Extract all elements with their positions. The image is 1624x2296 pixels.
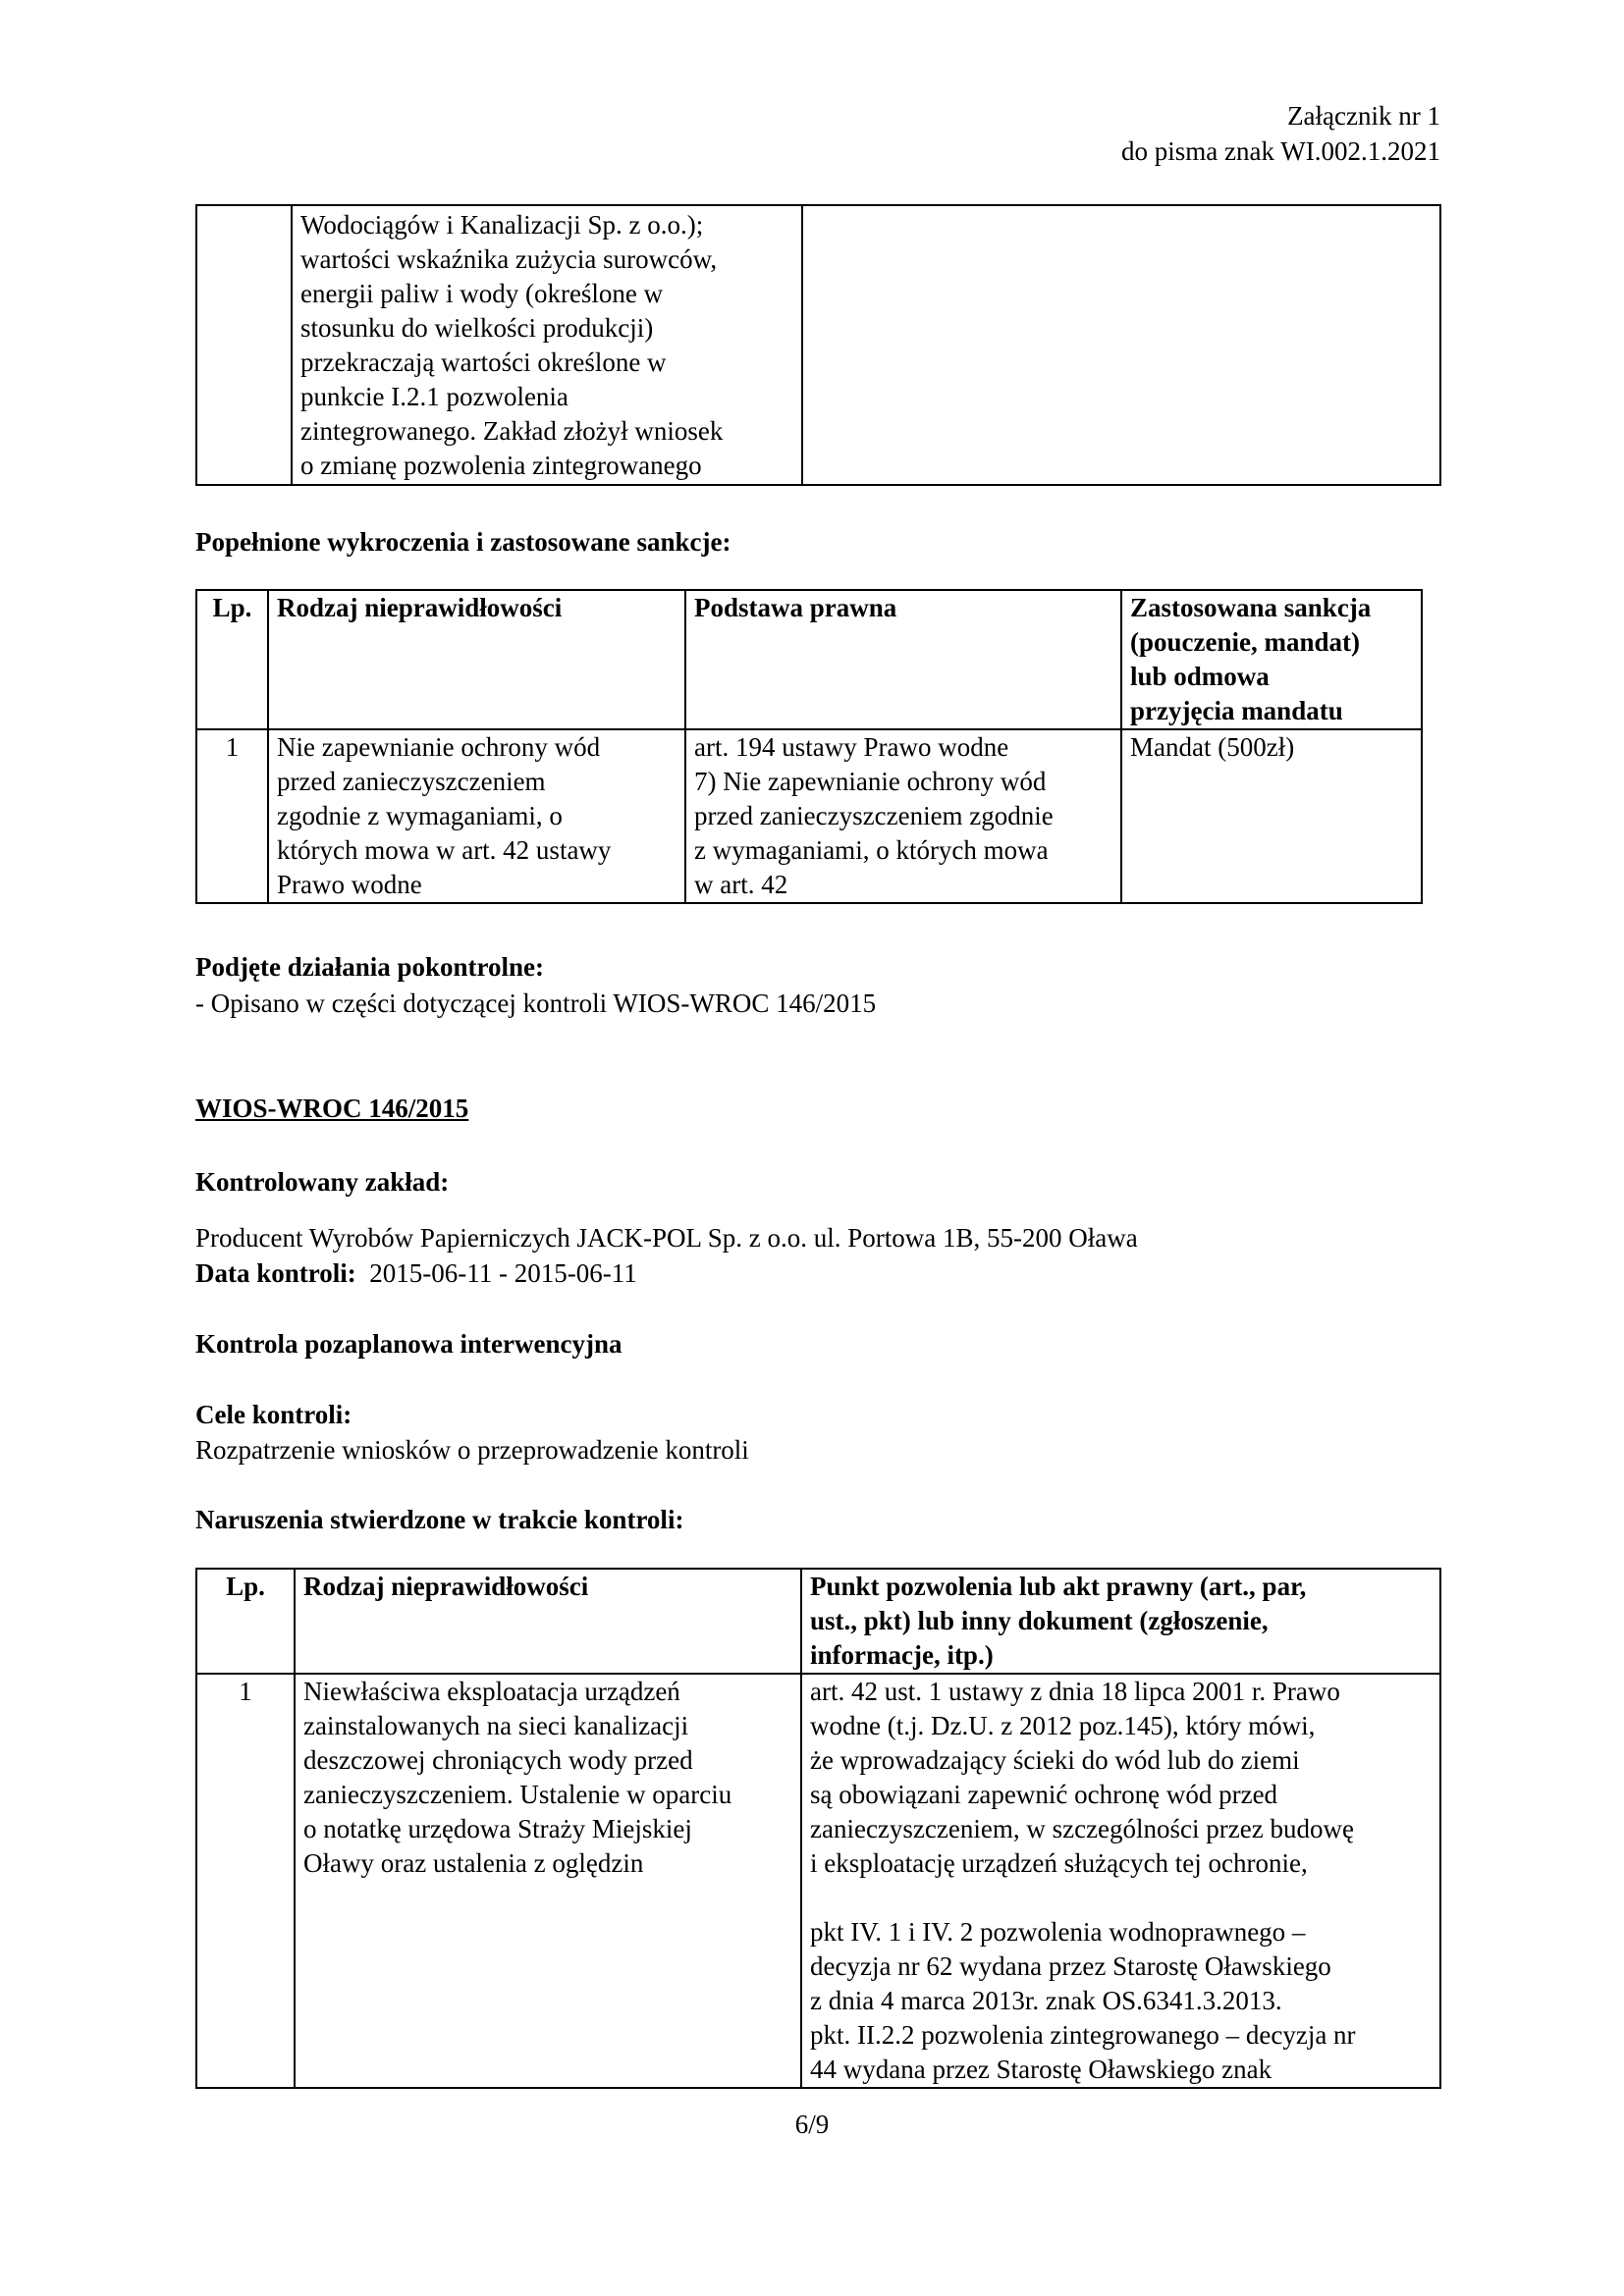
goals-text: Rozpatrzenie wniosków o przeprowadzenie kontroli (195, 1435, 749, 1465)
goals-heading: Cele kontroli: (195, 1400, 352, 1429)
inspection-type: Kontrola pozaplanowa interwencyjna (195, 1329, 623, 1359)
inspection-id: WIOS-WROC 146/2015 (195, 1094, 469, 1123)
page-number: 6/9 (794, 2109, 830, 2139)
inspection-date-label: Data kontroli: (195, 1258, 356, 1288)
continued-cell-lp (196, 205, 292, 485)
violations-cell-lp: 1 (196, 1674, 295, 2088)
post-actions-text: - Opisano w części dotyczącej kontroli WIOS-WROC 146/2015 (195, 988, 877, 1018)
violations-header-row (196, 1569, 1440, 1674)
continued-cell-description: Wodociągów i Kanalizacji Sp. z o.o.); wartości wskaźnika zużycia surowców, energii paliw i wody (określone w stosunku do wielkości produkcji) przekraczają wartości określone w punkcie I.2.1 pozwolenia zintegrowanego. Zakład złożył wniosek o zmianę pozwolenia zintegrowanego (292, 205, 802, 485)
table-row (196, 1674, 1440, 2088)
sanctions-header-row (196, 590, 1422, 729)
attachment-header (1121, 98, 1440, 169)
inspection-date-value: 2015-06-11 - 2015-06-11 (355, 1258, 637, 1288)
sanctions-header-lp: Lp. (196, 590, 268, 729)
violations-header-lp: Lp. (196, 1569, 295, 1674)
violations-heading: Naruszenia stwierdzone w trakcie kontroli: (195, 1505, 684, 1534)
sanctions-cell-sanction: Mandat (500zł) (1121, 729, 1422, 903)
violations-header-legal-point: Punkt pozwolenia lub akt prawny (art., par, ust., pkt) lub inny dokument (zgłoszenie, informacje, itp.) (801, 1569, 1440, 1674)
sanctions-header-type: Rodzaj nieprawidłowości (268, 590, 685, 729)
continued-cell-empty (802, 205, 1440, 485)
facility-address: Producent Wyrobów Papierniczych JACK-POL Sp. z o.o. ul. Portowa 1B, 55-200 Oława (195, 1223, 1138, 1253)
continued-table (195, 204, 1441, 486)
table-row (196, 729, 1422, 903)
sanctions-heading: Popełnione wykroczenia i zastosowane sankcje: (195, 527, 731, 557)
post-actions-heading: Podjęte działania pokontrolne: (195, 952, 545, 982)
sanctions-header-sanction: Zastosowana sankcja (pouczenie, mandat) lub odmowa przyjęcia mandatu (1121, 590, 1422, 729)
sanctions-table (195, 589, 1423, 904)
violations-cell-type: Niewłaściwa eksploatacja urządzeń zainstalowanych na sieci kanalizacji deszczowej chroniących wody przed zanieczyszczeniem. Ustalenie w oparciu o notatkę urzędowa Straży Miejskiej Oławy oraz ustalenia z oględzin (295, 1674, 801, 2088)
inspection-date (195, 1256, 637, 1291)
sanctions-cell-type: Nie zapewnianie ochrony wód przed zanieczyszczeniem zgodnie z wymaganiami, o których mowa w art. 42 ustawy Prawo wodne (268, 729, 685, 903)
sanctions-header-legal-basis: Podstawa prawna (685, 590, 1121, 729)
violations-table (195, 1568, 1441, 2089)
facility-heading: Kontrolowany zakład: (195, 1167, 450, 1197)
attachment-number: Załącznik nr 1 (1287, 101, 1440, 131)
letter-reference: do pisma znak WI.002.1.2021 (1121, 136, 1440, 166)
sanctions-cell-lp: 1 (196, 729, 268, 903)
violations-cell-legal-point: art. 42 ust. 1 ustawy z dnia 18 lipca 2001 r. Prawo wodne (t.j. Dz.U. z 2012 poz.145), który mówi, że wprowadzający ścieki do wód lub do ziemi są obowiązani zapewnić ochronę wód przed zanieczyszczeniem, w szczególności przez budowę i eksploatację urządzeń służących tej ochronie, pkt IV. 1 i IV. 2 pozwolenia wodnoprawnego – decyzja nr 62 wydana przez Starostę Oławskiego z dnia 4 marca 2013r. znak OS.6341.3.2013. pkt. II.2.2 pozwolenia zintegrowanego – decyzja nr 44 wydana przez Starostę Oławskiego znak (801, 1674, 1440, 2088)
violations-header-type: Rodzaj nieprawidłowości (295, 1569, 801, 1674)
sanctions-cell-legal-basis: art. 194 ustawy Prawo wodne 7) Nie zapewnianie ochrony wód przed zanieczyszczeniem zgodnie z wymaganiami, o których mowa w art. 42 (685, 729, 1121, 903)
